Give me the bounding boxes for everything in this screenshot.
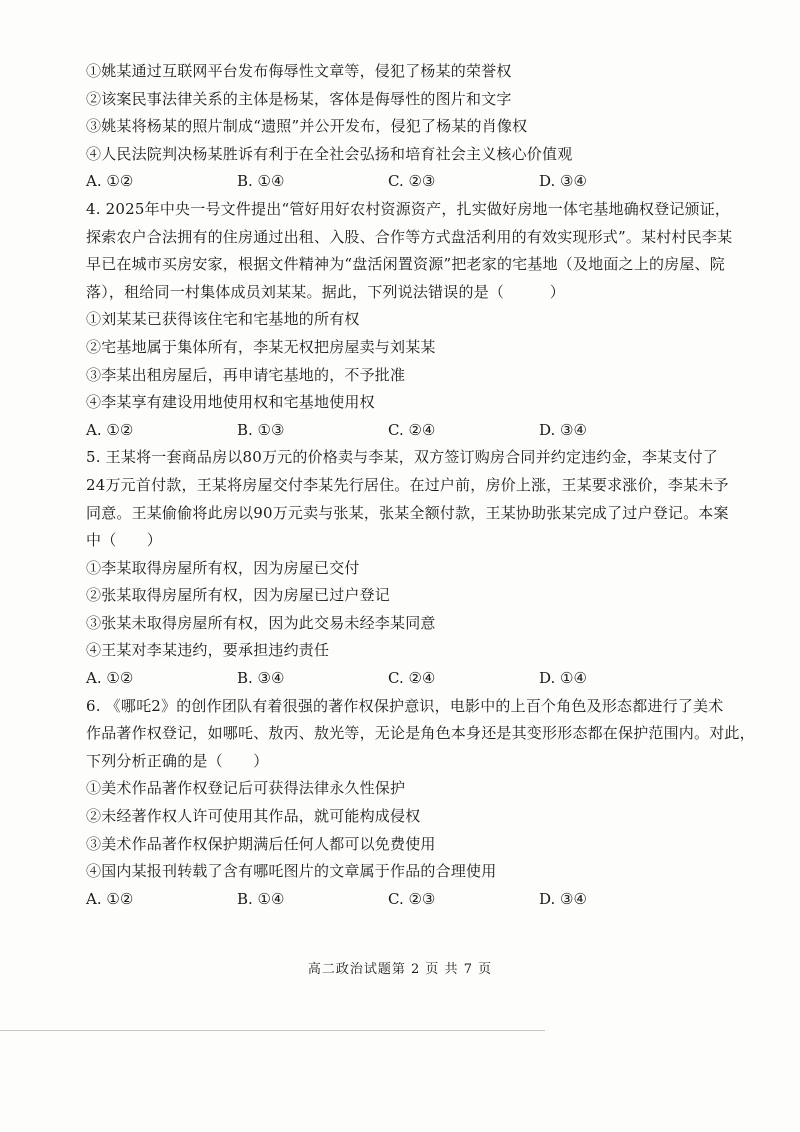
statement-item: ③美术作品著作权保护期满后任何人都可以免费使用 [86, 834, 436, 853]
question-stem-line: 早已在城市买房安家，根据文件精神为“盘活闲置资源”把老家的宅基地（及地面之上的房屋、院 [86, 255, 725, 274]
statement-item: ④人民法院判决杨某胜诉有利于在全社会弘扬和培育社会主义核心价值观 [86, 144, 573, 163]
statement-item: ②张某取得房屋所有权，因为房屋已过户登记 [86, 586, 391, 605]
option-a: A. ①② [86, 420, 134, 439]
question-stem-line: 作品著作权登记，如哪吒、敖丙、敖光等，无论是角色本身还是其变形形态都在保护范围内。对此， [86, 724, 755, 743]
option-c: C. ②③ [388, 889, 436, 908]
statement-item: ③姚某将杨某的照片制成“遗照”并公开发布，侵犯了杨某的肖像权 [86, 117, 528, 136]
statement-item: ②该案民事法律关系的主体是杨某，客体是侮辱性的图片和文字 [86, 89, 512, 108]
answer-options [86, 417, 766, 445]
answer-options [86, 665, 766, 693]
option-d: D. ③④ [539, 172, 587, 191]
statement-item: ③李某出租房屋后，再申请宅基地的，不予批准 [86, 365, 406, 384]
option-c: C. ②④ [388, 420, 436, 439]
question-stem-line: 24万元首付款，王某将房屋交付李某先行居住。在过户前，房价上涨，王某要求涨价，李某未予 [86, 475, 729, 494]
option-d: D. ③④ [539, 889, 587, 908]
statement-item: ④李某享有建设用地使用权和宅基地使用权 [86, 393, 375, 412]
option-c: C. ②③ [388, 172, 436, 191]
statement-item: ①姚某通过互联网平台发布侮辱性文章等，侵犯了杨某的荣誉权 [86, 62, 512, 80]
statement-item: ④国内某报刊转载了含有哪吒图片的文章属于作品的合理使用 [86, 862, 497, 881]
question-3-continued [86, 58, 766, 196]
bottom-divider [0, 1030, 545, 1031]
page-content [86, 58, 766, 913]
statement-item: ②宅基地属于集体所有，李某无权把房屋卖与刘某某 [86, 337, 436, 356]
question-stem-line: 下列分析正确的是（ ） [86, 751, 269, 770]
question-4 [86, 196, 766, 444]
option-a: A. ①② [86, 669, 134, 688]
question-stem-line: 4. 2025年中央一号文件提出“管好用好农村资源资产，扎实做好房地一体宅基地确权登记颁证， [86, 199, 731, 218]
statement-item: ③张某未取得房屋所有权，因为此交易未经李某同意 [86, 613, 436, 632]
question-5 [86, 444, 766, 692]
option-b: B. ①④ [237, 889, 285, 908]
question-6 [86, 693, 766, 914]
question-stem-line: 5. 王某将一套商品房以80万元的价格卖与李某，双方签订购房合同并约定违约金，李某支付了 [86, 448, 718, 467]
statement-item: ①美术作品著作权登记后可获得法律永久性保护 [86, 779, 406, 798]
question-stem-line: 中（ ） [86, 531, 163, 550]
question-stem-line: 同意。王某偷偷将此房以90万元卖与张某，张某全额付款，王某协助张某完成了过户登记。本案 [86, 503, 729, 522]
option-c: C. ②④ [388, 669, 436, 688]
option-b: B. ①④ [237, 172, 285, 191]
statement-item: ②未经著作权人许可使用其作品，就可能构成侵权 [86, 807, 421, 826]
question-stem-line: 6. 《哪吒2》的创作团队有着很强的著作权保护意识，电影中的上百个角色及形态都进行了美术 [86, 696, 724, 715]
page-footer: 高二政治试题第 2 页 共 7 页 [307, 962, 493, 977]
answer-options [86, 886, 766, 914]
option-d: D. ①④ [539, 669, 587, 688]
answer-options [86, 168, 766, 196]
question-stem-line: 探索农户合法拥有的住房通过出租、入股、合作等方式盘活利用的有效实现形式”。某村村民李某 [86, 227, 733, 246]
statement-item: ①李某取得房屋所有权，因为房屋已交付 [86, 558, 360, 577]
option-a: A. ①② [86, 172, 134, 191]
statement-item: ①刘某某已获得该住宅和宅基地的所有权 [86, 310, 360, 329]
option-a: A. ①② [86, 889, 134, 908]
statement-item: ④王某对李某违约，要承担违约责任 [86, 641, 330, 660]
option-b: B. ①③ [237, 420, 285, 439]
question-stem-line: 落），租给同一村集体成员刘某某。据此，下列说法错误的是（ ） [86, 282, 565, 301]
option-b: B. ③④ [237, 669, 285, 688]
option-d: D. ③④ [539, 420, 587, 439]
